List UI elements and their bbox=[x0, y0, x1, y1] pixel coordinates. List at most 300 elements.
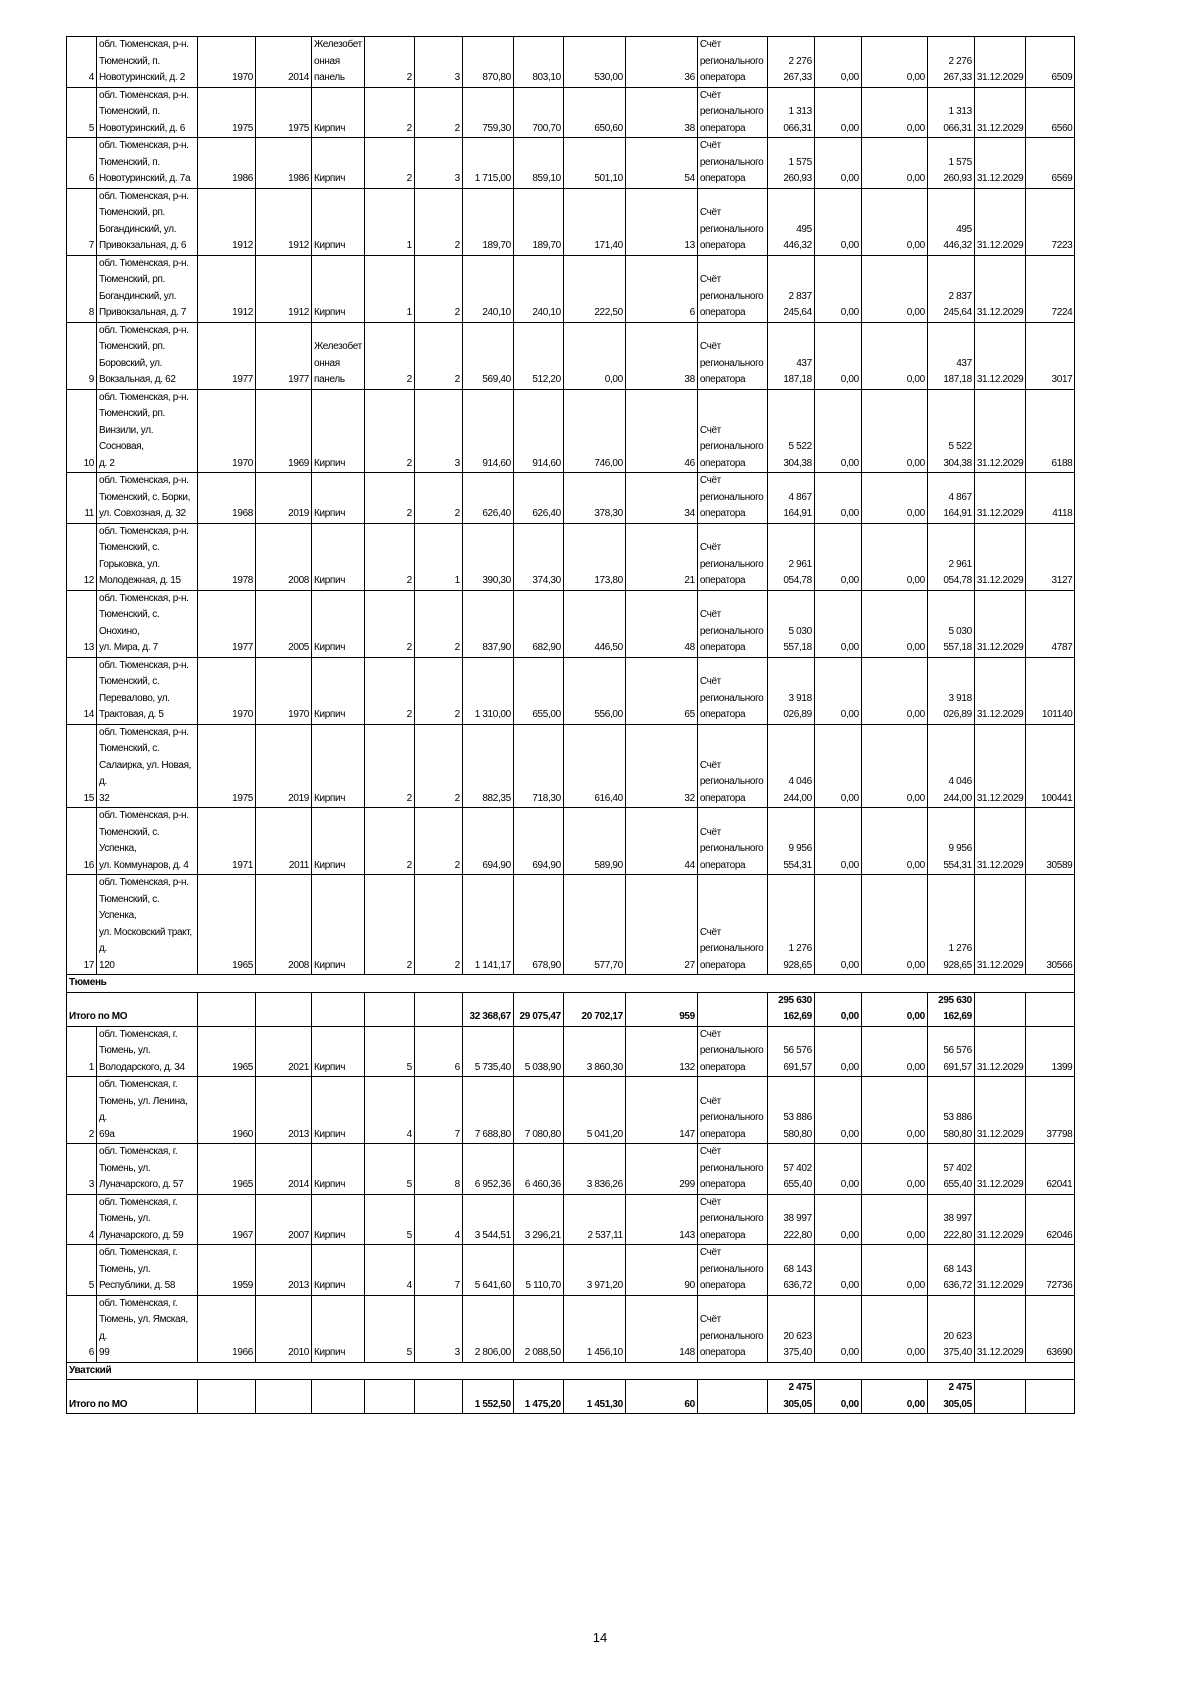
empty-cell bbox=[364, 1380, 414, 1414]
table-row bbox=[67, 1026, 1075, 1077]
cost-part1-cell: 0,00 bbox=[814, 992, 861, 1026]
address-cell: обл. Тюменская, р-н. Тюменский, рп. Богандинский, ул. Привокзальная, д. 6 bbox=[97, 188, 198, 255]
cost-part2-cell: 0,00 bbox=[861, 322, 927, 389]
address-cell: обл. Тюменская, р-н. Тюменский, с. Онохино, ул. Мира, д. 7 bbox=[97, 590, 198, 657]
table-row bbox=[67, 389, 1075, 473]
cost-final-cell: 9 956 554,31 bbox=[927, 808, 974, 875]
wall-material-cell: Железобет онная панель bbox=[312, 37, 365, 88]
cost-final-cell: 2 961 054,78 bbox=[927, 523, 974, 590]
year-built-cell: 1986 bbox=[198, 138, 256, 189]
wall-material-cell: Кирпич bbox=[312, 87, 365, 138]
residents-cell: 6 bbox=[625, 255, 697, 322]
address-cell: обл. Тюменская, р-н. Тюменский, рп. Богандинский, ул. Привокзальная, д. 7 bbox=[97, 255, 198, 322]
floors-cell: 2 bbox=[364, 87, 414, 138]
year-repair-cell: 2019 bbox=[256, 724, 312, 808]
area-owned-cell: 20 702,17 bbox=[563, 992, 625, 1026]
residents-cell: 38 bbox=[625, 87, 697, 138]
area-owned-cell: 616,40 bbox=[563, 724, 625, 808]
address-cell: обл. Тюменская, р-н. Тюменский, с. Успенка, ул. Коммунаров, д. 4 bbox=[97, 808, 198, 875]
house-code-cell: 6188 bbox=[1026, 389, 1075, 473]
table-row bbox=[67, 255, 1075, 322]
cost-part1-cell: 0,00 bbox=[814, 1245, 861, 1296]
wall-material-cell: Кирпич bbox=[312, 875, 365, 975]
year-built-cell: 1965 bbox=[198, 1026, 256, 1077]
wall-material-cell: Кирпич bbox=[312, 389, 365, 473]
floors-cell: 2 bbox=[364, 724, 414, 808]
area-owned-cell: 3 836,26 bbox=[563, 1144, 625, 1195]
residents-cell: 132 bbox=[625, 1026, 697, 1077]
address-cell: обл. Тюменская, г. Тюмень, ул. Луначарского, д. 59 bbox=[97, 1194, 198, 1245]
house-code-cell: 4118 bbox=[1026, 473, 1075, 524]
year-repair-cell: 2007 bbox=[256, 1194, 312, 1245]
deadline-cell: 31.12.2029 bbox=[974, 473, 1026, 524]
table-row bbox=[67, 473, 1075, 524]
year-built-cell: 1970 bbox=[198, 389, 256, 473]
deadline-cell: 31.12.2029 bbox=[974, 1194, 1026, 1245]
section-row bbox=[67, 1362, 1075, 1380]
row-number: 5 bbox=[67, 1245, 97, 1296]
table-row bbox=[67, 1245, 1075, 1296]
cost-part2-cell: 0,00 bbox=[861, 138, 927, 189]
cost-final-cell: 437 187,18 bbox=[927, 322, 974, 389]
row-number: 8 bbox=[67, 255, 97, 322]
area-owned-cell: 1 456,10 bbox=[563, 1295, 625, 1362]
row-number: 17 bbox=[67, 875, 97, 975]
year-built-cell: 1975 bbox=[198, 724, 256, 808]
entrances-cell: 2 bbox=[414, 188, 462, 255]
cost-part2-cell: 0,00 bbox=[861, 255, 927, 322]
floors-cell: 1 bbox=[364, 255, 414, 322]
house-code-cell: 100441 bbox=[1026, 724, 1075, 808]
residents-cell: 38 bbox=[625, 322, 697, 389]
year-built-cell: 1975 bbox=[198, 87, 256, 138]
area-living-cell: 914,60 bbox=[513, 389, 563, 473]
cost-part1-cell: 0,00 bbox=[814, 1077, 861, 1144]
section-row bbox=[67, 975, 1075, 993]
area-owned-cell: 378,30 bbox=[563, 473, 625, 524]
area-living-cell: 626,40 bbox=[513, 473, 563, 524]
cost-part1-cell: 0,00 bbox=[814, 255, 861, 322]
entrances-cell: 2 bbox=[414, 657, 462, 724]
entrances-cell: 7 bbox=[414, 1245, 462, 1296]
table-row bbox=[67, 590, 1075, 657]
cost-total-cell: 295 630 162,69 bbox=[767, 992, 814, 1026]
fund-method-cell: Счёт регионального оператора bbox=[697, 1026, 767, 1077]
fund-method-cell: Счёт регионального оператора bbox=[697, 1144, 767, 1195]
table-row bbox=[67, 875, 1075, 975]
year-built-cell: 1978 bbox=[198, 523, 256, 590]
cost-part2-cell: 0,00 bbox=[861, 1026, 927, 1077]
fund-method-cell: Счёт регионального оператора bbox=[697, 322, 767, 389]
area-living-cell: 374,30 bbox=[513, 523, 563, 590]
cost-total-cell: 20 623 375,40 bbox=[767, 1295, 814, 1362]
year-repair-cell: 2011 bbox=[256, 808, 312, 875]
row-number: 7 bbox=[67, 188, 97, 255]
entrances-cell: 2 bbox=[414, 724, 462, 808]
cost-final-cell: 53 886 580,80 bbox=[927, 1077, 974, 1144]
wall-material-cell: Кирпич bbox=[312, 1245, 365, 1296]
house-code-cell: 3127 bbox=[1026, 523, 1075, 590]
section-label: Уватский bbox=[67, 1362, 1075, 1380]
entrances-cell: 2 bbox=[414, 590, 462, 657]
area-owned-cell: 1 451,30 bbox=[563, 1380, 625, 1414]
residents-cell: 32 bbox=[625, 724, 697, 808]
residents-cell: 65 bbox=[625, 657, 697, 724]
row-number: 6 bbox=[67, 138, 97, 189]
cost-part2-cell: 0,00 bbox=[861, 188, 927, 255]
area-owned-cell: 501,10 bbox=[563, 138, 625, 189]
area-total-cell: 240,10 bbox=[462, 255, 513, 322]
cost-total-cell: 3 918 026,89 bbox=[767, 657, 814, 724]
area-living-cell: 655,00 bbox=[513, 657, 563, 724]
house-code-cell: 72736 bbox=[1026, 1245, 1075, 1296]
deadline-cell: 31.12.2029 bbox=[974, 523, 1026, 590]
cost-part1-cell: 0,00 bbox=[814, 875, 861, 975]
area-living-cell: 803,10 bbox=[513, 37, 563, 88]
residents-cell: 299 bbox=[625, 1144, 697, 1195]
deadline-cell: 31.12.2029 bbox=[974, 1144, 1026, 1195]
floors-cell: 5 bbox=[364, 1144, 414, 1195]
cost-total-cell: 56 576 691,57 bbox=[767, 1026, 814, 1077]
area-total-cell: 759,30 bbox=[462, 87, 513, 138]
total-row bbox=[67, 992, 1075, 1026]
entrances-cell: 8 bbox=[414, 1144, 462, 1195]
wall-material-cell: Железобет онная панель bbox=[312, 322, 365, 389]
cost-part2-cell: 0,00 bbox=[861, 590, 927, 657]
residents-cell: 44 bbox=[625, 808, 697, 875]
address-cell: обл. Тюменская, р-н. Тюменский, п. Новотуринский, д. 6 bbox=[97, 87, 198, 138]
area-total-cell: 870,80 bbox=[462, 37, 513, 88]
cost-total-cell: 495 446,32 bbox=[767, 188, 814, 255]
residents-cell: 48 bbox=[625, 590, 697, 657]
cost-part2-cell: 0,00 bbox=[861, 1194, 927, 1245]
wall-material-cell: Кирпич bbox=[312, 523, 365, 590]
cost-part2-cell: 0,00 bbox=[861, 992, 927, 1026]
cost-final-cell: 5 030 557,18 bbox=[927, 590, 974, 657]
house-code-cell: 6569 bbox=[1026, 138, 1075, 189]
wall-material-cell: Кирпич bbox=[312, 1144, 365, 1195]
fund-method-cell: Счёт регионального оператора bbox=[697, 255, 767, 322]
cost-total-cell: 1 575 260,93 bbox=[767, 138, 814, 189]
house-code-cell: 63690 bbox=[1026, 1295, 1075, 1362]
empty-cell bbox=[198, 992, 256, 1026]
address-cell: обл. Тюменская, р-н. Тюменский, с. Горьковка, ул. Молодежная, д. 15 bbox=[97, 523, 198, 590]
cost-final-cell: 4 046 244,00 bbox=[927, 724, 974, 808]
total-label-cell: Итого по МО bbox=[67, 1380, 198, 1414]
residents-cell: 21 bbox=[625, 523, 697, 590]
area-total-cell: 837,90 bbox=[462, 590, 513, 657]
year-repair-cell: 2008 bbox=[256, 875, 312, 975]
table-row bbox=[67, 1194, 1075, 1245]
deadline-cell: 31.12.2029 bbox=[974, 1295, 1026, 1362]
entrances-cell: 2 bbox=[414, 808, 462, 875]
residents-cell: 147 bbox=[625, 1077, 697, 1144]
residents-cell: 34 bbox=[625, 473, 697, 524]
year-built-cell: 1959 bbox=[198, 1245, 256, 1296]
wall-material-cell: Кирпич bbox=[312, 590, 365, 657]
empty-cell bbox=[364, 992, 414, 1026]
deadline-cell: 31.12.2029 bbox=[974, 389, 1026, 473]
cost-part1-cell: 0,00 bbox=[814, 473, 861, 524]
area-total-cell: 5 735,40 bbox=[462, 1026, 513, 1077]
cost-part2-cell: 0,00 bbox=[861, 808, 927, 875]
row-number: 13 bbox=[67, 590, 97, 657]
entrances-cell: 3 bbox=[414, 37, 462, 88]
deadline-cell: 31.12.2029 bbox=[974, 875, 1026, 975]
area-total-cell: 1 310,00 bbox=[462, 657, 513, 724]
wall-material-cell: Кирпич bbox=[312, 1077, 365, 1144]
floors-cell: 5 bbox=[364, 1295, 414, 1362]
area-living-cell: 682,90 bbox=[513, 590, 563, 657]
empty-cell bbox=[312, 1380, 365, 1414]
cost-part2-cell: 0,00 bbox=[861, 523, 927, 590]
cost-final-cell: 2 276 267,33 bbox=[927, 37, 974, 88]
fund-method-cell: Счёт регионального оператора bbox=[697, 87, 767, 138]
deadline-cell: 31.12.2029 bbox=[974, 1077, 1026, 1144]
cost-total-cell: 2 961 054,78 bbox=[767, 523, 814, 590]
wall-material-cell: Кирпич bbox=[312, 1194, 365, 1245]
year-built-cell: 1965 bbox=[198, 875, 256, 975]
area-owned-cell: 589,90 bbox=[563, 808, 625, 875]
entrances-cell: 6 bbox=[414, 1026, 462, 1077]
cost-part1-cell: 0,00 bbox=[814, 590, 861, 657]
area-living-cell: 189,70 bbox=[513, 188, 563, 255]
area-total-cell: 1 552,50 bbox=[462, 1380, 513, 1414]
floors-cell: 2 bbox=[364, 473, 414, 524]
deadline-cell: 31.12.2029 bbox=[974, 590, 1026, 657]
address-cell: обл. Тюменская, г. Тюмень, ул. Ямская, д. 99 bbox=[97, 1295, 198, 1362]
address-cell: обл. Тюменская, р-н. Тюменский, п. Новотуринский, д. 7а bbox=[97, 138, 198, 189]
fund-method-cell: Счёт регионального оператора bbox=[697, 590, 767, 657]
housing-register-table bbox=[66, 36, 1075, 1414]
wall-material-cell: Кирпич bbox=[312, 473, 365, 524]
cost-part1-cell: 0,00 bbox=[814, 87, 861, 138]
empty-cell bbox=[414, 1380, 462, 1414]
table-row bbox=[67, 724, 1075, 808]
entrances-cell: 7 bbox=[414, 1077, 462, 1144]
house-code-cell: 6560 bbox=[1026, 87, 1075, 138]
area-owned-cell: 2 537,11 bbox=[563, 1194, 625, 1245]
section-label: Тюмень bbox=[67, 975, 1075, 993]
wall-material-cell: Кирпич bbox=[312, 808, 365, 875]
residents-cell: 46 bbox=[625, 389, 697, 473]
cost-part2-cell: 0,00 bbox=[861, 1077, 927, 1144]
wall-material-cell: Кирпич bbox=[312, 138, 365, 189]
page-number: 14 bbox=[592, 1630, 608, 1645]
row-number: 3 bbox=[67, 1144, 97, 1195]
deadline-cell: 31.12.2029 bbox=[974, 87, 1026, 138]
floors-cell: 2 bbox=[364, 138, 414, 189]
empty-cell bbox=[697, 1380, 767, 1414]
area-owned-cell: 3 860,30 bbox=[563, 1026, 625, 1077]
table-row bbox=[67, 1295, 1075, 1362]
cost-part1-cell: 0,00 bbox=[814, 1144, 861, 1195]
entrances-cell: 2 bbox=[414, 473, 462, 524]
house-code-cell: 4787 bbox=[1026, 590, 1075, 657]
cost-total-cell: 4 867 164,91 bbox=[767, 473, 814, 524]
residents-cell: 27 bbox=[625, 875, 697, 975]
cost-final-cell: 20 623 375,40 bbox=[927, 1295, 974, 1362]
residents-cell: 959 bbox=[625, 992, 697, 1026]
residents-cell: 90 bbox=[625, 1245, 697, 1296]
cost-part1-cell: 0,00 bbox=[814, 1026, 861, 1077]
residents-cell: 54 bbox=[625, 138, 697, 189]
wall-material-cell: Кирпич bbox=[312, 255, 365, 322]
cost-total-cell: 2 475 305,05 bbox=[767, 1380, 814, 1414]
floors-cell: 2 bbox=[364, 322, 414, 389]
floors-cell: 2 bbox=[364, 389, 414, 473]
cost-part2-cell: 0,00 bbox=[861, 875, 927, 975]
cost-final-cell: 4 867 164,91 bbox=[927, 473, 974, 524]
cost-total-cell: 5 030 557,18 bbox=[767, 590, 814, 657]
year-repair-cell: 2014 bbox=[256, 1144, 312, 1195]
cost-total-cell: 437 187,18 bbox=[767, 322, 814, 389]
cost-final-cell: 38 997 222,80 bbox=[927, 1194, 974, 1245]
year-repair-cell: 1912 bbox=[256, 188, 312, 255]
year-built-cell: 1912 bbox=[198, 188, 256, 255]
cost-total-cell: 1 276 928,65 bbox=[767, 875, 814, 975]
cost-final-cell: 68 143 636,72 bbox=[927, 1245, 974, 1296]
area-living-cell: 240,10 bbox=[513, 255, 563, 322]
fund-method-cell: Счёт регионального оператора bbox=[697, 523, 767, 590]
fund-method-cell: Счёт регионального оператора bbox=[697, 1245, 767, 1296]
cost-part1-cell: 0,00 bbox=[814, 389, 861, 473]
empty-cell bbox=[974, 992, 1026, 1026]
cost-part1-cell: 0,00 bbox=[814, 657, 861, 724]
cost-part1-cell: 0,00 bbox=[814, 724, 861, 808]
empty-cell bbox=[256, 992, 312, 1026]
cost-part1-cell: 0,00 bbox=[814, 808, 861, 875]
deadline-cell: 31.12.2029 bbox=[974, 255, 1026, 322]
residents-cell: 13 bbox=[625, 188, 697, 255]
table-row bbox=[67, 37, 1075, 88]
area-total-cell: 390,30 bbox=[462, 523, 513, 590]
fund-method-cell: Счёт регионального оператора bbox=[697, 188, 767, 255]
residents-cell: 148 bbox=[625, 1295, 697, 1362]
row-number: 1 bbox=[67, 1026, 97, 1077]
house-code-cell: 62046 bbox=[1026, 1194, 1075, 1245]
cost-part1-cell: 0,00 bbox=[814, 1380, 861, 1414]
deadline-cell: 31.12.2029 bbox=[974, 1245, 1026, 1296]
cost-final-cell: 1 575 260,93 bbox=[927, 138, 974, 189]
area-total-cell: 32 368,67 bbox=[462, 992, 513, 1026]
deadline-cell: 31.12.2029 bbox=[974, 322, 1026, 389]
cost-part2-cell: 0,00 bbox=[861, 389, 927, 473]
address-cell: обл. Тюменская, г. Тюмень, ул. Володарского, д. 34 bbox=[97, 1026, 198, 1077]
deadline-cell: 31.12.2029 bbox=[974, 138, 1026, 189]
cost-part1-cell: 0,00 bbox=[814, 138, 861, 189]
cost-part2-cell: 0,00 bbox=[861, 473, 927, 524]
cost-final-cell: 1 276 928,65 bbox=[927, 875, 974, 975]
fund-method-cell: Счёт регионального оператора bbox=[697, 1194, 767, 1245]
fund-method-cell: Счёт регионального оператора bbox=[697, 808, 767, 875]
floors-cell: 5 bbox=[364, 1026, 414, 1077]
cost-total-cell: 38 997 222,80 bbox=[767, 1194, 814, 1245]
row-number: 11 bbox=[67, 473, 97, 524]
area-total-cell: 189,70 bbox=[462, 188, 513, 255]
wall-material-cell: Кирпич bbox=[312, 188, 365, 255]
cost-total-cell: 1 313 066,31 bbox=[767, 87, 814, 138]
year-repair-cell: 1912 bbox=[256, 255, 312, 322]
cost-total-cell: 57 402 655,40 bbox=[767, 1144, 814, 1195]
house-code-cell: 3017 bbox=[1026, 322, 1075, 389]
floors-cell: 2 bbox=[364, 808, 414, 875]
year-repair-cell: 2013 bbox=[256, 1077, 312, 1144]
deadline-cell: 31.12.2029 bbox=[974, 37, 1026, 88]
entrances-cell: 3 bbox=[414, 389, 462, 473]
deadline-cell: 31.12.2029 bbox=[974, 188, 1026, 255]
cost-part1-cell: 0,00 bbox=[814, 188, 861, 255]
cost-total-cell: 68 143 636,72 bbox=[767, 1245, 814, 1296]
floors-cell: 2 bbox=[364, 875, 414, 975]
cost-total-cell: 2 276 267,33 bbox=[767, 37, 814, 88]
row-number: 2 bbox=[67, 1077, 97, 1144]
cost-part1-cell: 0,00 bbox=[814, 1295, 861, 1362]
cost-part2-cell: 0,00 bbox=[861, 657, 927, 724]
year-repair-cell: 2008 bbox=[256, 523, 312, 590]
area-owned-cell: 577,70 bbox=[563, 875, 625, 975]
cost-part1-cell: 0,00 bbox=[814, 37, 861, 88]
area-living-cell: 859,10 bbox=[513, 138, 563, 189]
house-code-cell: 37798 bbox=[1026, 1077, 1075, 1144]
empty-cell bbox=[697, 992, 767, 1026]
floors-cell: 4 bbox=[364, 1245, 414, 1296]
address-cell: обл. Тюменская, р-н. Тюменский, п. Новотуринский, д. 2 bbox=[97, 37, 198, 88]
area-living-cell: 718,30 bbox=[513, 724, 563, 808]
area-owned-cell: 3 971,20 bbox=[563, 1245, 625, 1296]
row-number: 16 bbox=[67, 808, 97, 875]
cost-part2-cell: 0,00 bbox=[861, 1245, 927, 1296]
empty-cell bbox=[312, 992, 365, 1026]
table-row bbox=[67, 138, 1075, 189]
cost-part2-cell: 0,00 bbox=[861, 87, 927, 138]
address-cell: обл. Тюменская, р-н. Тюменский, с. Перевалово, ул. Трактовая, д. 5 bbox=[97, 657, 198, 724]
area-owned-cell: 556,00 bbox=[563, 657, 625, 724]
year-repair-cell: 1969 bbox=[256, 389, 312, 473]
house-code-cell: 7224 bbox=[1026, 255, 1075, 322]
area-living-cell: 7 080,80 bbox=[513, 1077, 563, 1144]
cost-final-cell: 3 918 026,89 bbox=[927, 657, 974, 724]
area-living-cell: 694,90 bbox=[513, 808, 563, 875]
house-code-cell: 62041 bbox=[1026, 1144, 1075, 1195]
wall-material-cell: Кирпич bbox=[312, 724, 365, 808]
area-owned-cell: 530,00 bbox=[563, 37, 625, 88]
year-built-cell: 1977 bbox=[198, 322, 256, 389]
empty-cell bbox=[198, 1380, 256, 1414]
row-number: 15 bbox=[67, 724, 97, 808]
table-row bbox=[67, 322, 1075, 389]
table-row bbox=[67, 188, 1075, 255]
house-code-cell: 1399 bbox=[1026, 1026, 1075, 1077]
fund-method-cell: Счёт регионального оператора bbox=[697, 657, 767, 724]
area-living-cell: 29 075,47 bbox=[513, 992, 563, 1026]
year-repair-cell: 2010 bbox=[256, 1295, 312, 1362]
cost-part1-cell: 0,00 bbox=[814, 1194, 861, 1245]
year-repair-cell: 2019 bbox=[256, 473, 312, 524]
row-number: 14 bbox=[67, 657, 97, 724]
total-row bbox=[67, 1380, 1075, 1414]
area-living-cell: 678,90 bbox=[513, 875, 563, 975]
cost-part1-cell: 0,00 bbox=[814, 322, 861, 389]
deadline-cell: 31.12.2029 bbox=[974, 808, 1026, 875]
floors-cell: 2 bbox=[364, 590, 414, 657]
table-row bbox=[67, 808, 1075, 875]
table-row bbox=[67, 657, 1075, 724]
table-row bbox=[67, 1077, 1075, 1144]
entrances-cell: 2 bbox=[414, 87, 462, 138]
area-owned-cell: 446,50 bbox=[563, 590, 625, 657]
area-living-cell: 512,20 bbox=[513, 322, 563, 389]
